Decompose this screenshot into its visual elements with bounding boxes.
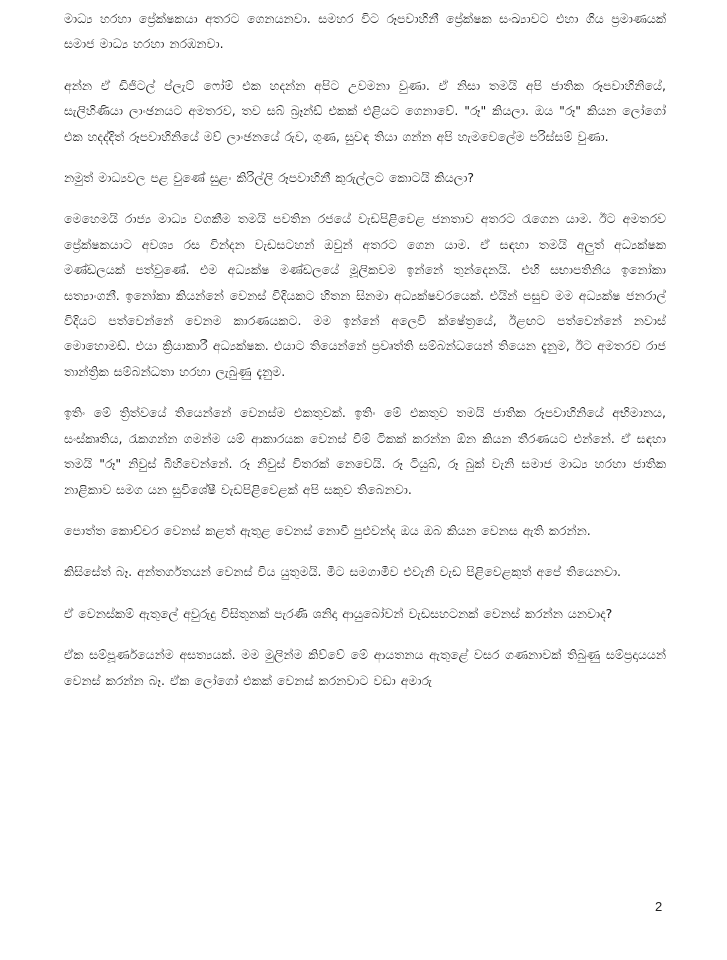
paragraph-6-question: පොත්ත කොච්චර වෙනස් කළත් ඇතුළ වෙනස් නොවී පුළුවන්ද ඔය ඔබ කියන වෙනස ඇති කරන්න. <box>64 522 591 538</box>
page-number: 2 <box>655 899 663 914</box>
paragraph-1: මාධ්‍ය හරහා ප්‍රේක්ෂකයා අතරට ගෙනයනවා. සමහර විට රූපවාහිනී ප්‍රේක්ෂක සංඛ්‍යාවට එහා ගිය ප්‍රමාණයක් සමාජ මාධ්‍ය හරහා නරඹනවා. <box>64 11 666 52</box>
paragraph-5: ඉතිං මේ ත්‍රිත්වයේ තියෙන්නේ වෙනස්ම එකතුවක්. ඉතිං මේ එකතුව තමයි ජාතික රූපවාහිනියේ අභිමානය, සංස්කෘතිය, රැකගන්න ගමන්ම යම් ආකාරයක වෙනස් වීම් ටිකක් කරන්න ඕන කියන තීරණයට එන්නේ. ඒ සඳහා තමයි "රූ" නිවුස් බිහිවෙන්නේ. රූ නිවුස් විතරක් නෙවෙයි. රූ ටියුබ්, රූ බුක් වැනි සමාජ මාධ්‍ය හරහා ජාතික නාළිකාව සමග යන සුවිශේෂී වැඩපිළිවෙළක් අපි සකුව තිබෙනවා. <box>64 405 666 497</box>
paragraph-4: මෙහෙමයි රාජ්‍ය මාධ්‍ය වගකීම තමයි පවතින රජයේ වැඩපිළිවෙළ ජනතාව අතරට රැගෙන යාම. ඊට අමතරව ප්‍රේක්ෂකයාට අවශ්‍ය රස වින්දන වැඩසටහන් ඔවුන් අතරට ගෙන යාම. ඒ සඳහා තමයි අලුත් අධ්‍යක්ෂක මණ්ඩලයක් පත්වුණේ. එම අධ්‍යක්ෂ මණ්ඩලයේ මූලිකවම ඉන්නේ තුන්දෙනයි. එහි සභාපතිනිය ඉනෝකා සත්‍යාංගනී. ඉනෝකා කියන්නේ වෙනස් විදියකට හිතන සිනමා අධ්‍යක්ෂවරයෙක්. එයින් පසුව මම අධ්‍යක්ෂ ජනරාල් විදියට පත්වෙන්නේ වෙනම කාරණයකට. මම ඉන්නේ අලෙවි ක්ෂේත්‍රයේ, ඊළඟට පත්වෙන්නේ නවාස් මොහොමඩ්. එයා ක්‍රියාකාරී අධ්‍යක්ෂක. එයාට තියෙන්නේ ප්‍රවෘත්ති සම්බන්ධයෙන් තියෙන දැනුම, ඊට අමතරව රාජ තාන්ත්‍රික සම්බන්ධතා හරහා ලැබුණු දැනුම. <box>64 211 666 379</box>
paragraph-8-question: ඒ වෙනස්කම් ඇතුලේ අවුරුදු විසිතුනක් පැරණි ශනිදා ආයුබෝවන් වැඩසහටනක් වෙනස් කරන්න යනවාද? <box>64 605 613 621</box>
paragraph-7: කිසිසේත් බෑ. අන්තර්ගතයන් වෙනස් විය යුතුමයි. මීට සමගාමීව එවැනි වැඩ පිළිවෙළකුත් අපේ තියෙනවා. <box>64 564 622 580</box>
paragraph-9: ඒක සම්පූර්ණයෙන්ම අසත්‍යයක්. මම මුලින්ම කිව්වේ මේ ආයතනය ඇතුළේ වසර ගණනාවක් තිබුණු සම්ප්‍රදායයන් වෙනස් කරන්න බෑ. ඒක ලෝගෝ එකක් වෙනස් කරනවාට වඩා අමාරු <box>64 647 666 688</box>
paragraph-3-question: නමුත් මාධ්‍යවල පළ වුණේ සුළං කිරිල්ලි රූපවාහිනී කුරුල්ලට කොටයි කියලා? <box>64 170 474 186</box>
article-body <box>64 6 666 709</box>
paragraph-2: අන්න ඒ ඩිජිටල් ප්ලැට් ෆෝම් එක හදන්න අපිට උවමනා වුණා. ඒ නිසා තමයි අපි ජාතික රූපවාහිනියේ, සැලිහිණියා ලාංඡනයට අමතරව, තව සබ් බ්‍රෑන්ඩ් එකක් එළියට ගෙනාවේ. "රූ" කියලා. ඔය "රූ" කියන ලෝගෝ එක හදද්දිත් රූපවාහිනියේ මව් ලාංඡනයේ රුව, ගුණ, සුවඳ තියා ගන්න අපි හැමවෙලේම පරිස්සම් වුණා. <box>64 77 666 144</box>
